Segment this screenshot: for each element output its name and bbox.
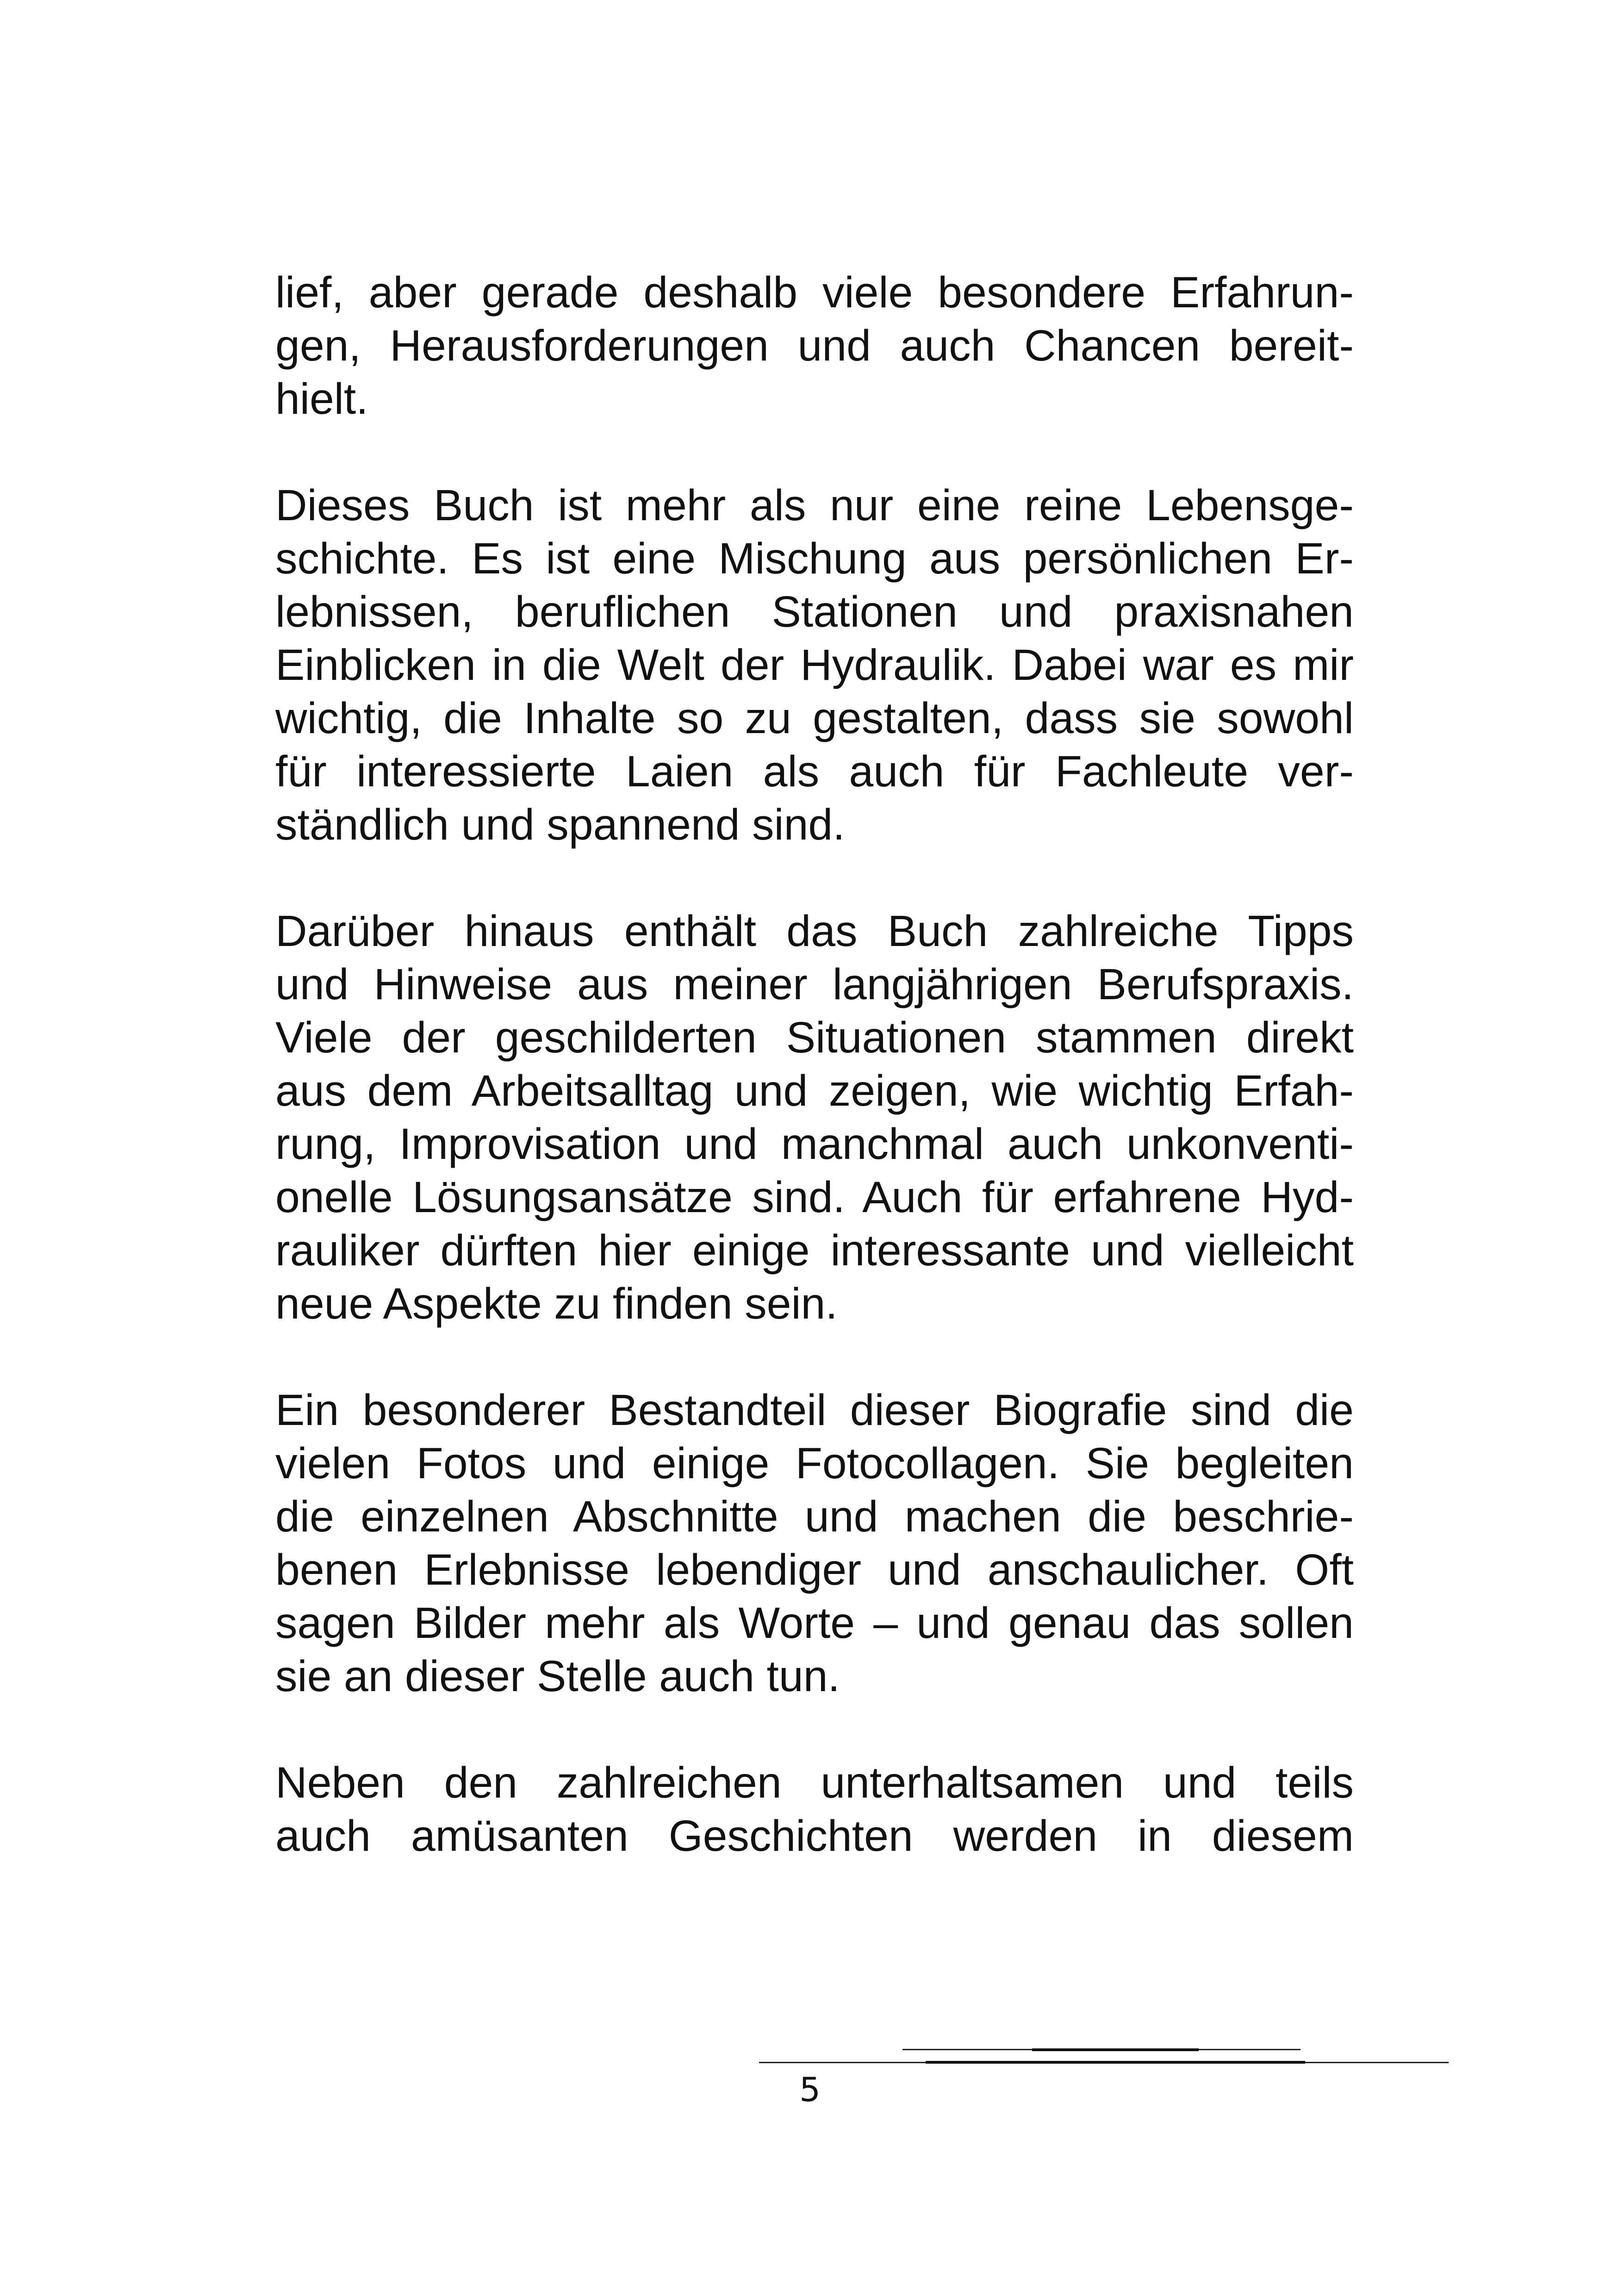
text-line: Neben den zahlreichen unterhaltsamen und teils <box>275 1758 1354 1807</box>
paragraph <box>275 479 1354 852</box>
text-line: die einzelnen Abschnitte und machen die beschrie- <box>275 1492 1354 1541</box>
paragraph <box>275 905 1354 1331</box>
text-line: Viele der geschilderten Situationen stammen direkt <box>275 1013 1354 1062</box>
text-line: lief, aber gerade deshalb viele besondere Erfahrun- <box>275 268 1354 317</box>
text-line: Darüber hinaus enthält das Buch zahlreiche Tipps <box>275 907 1354 956</box>
text-line: sagen Bilder mehr als Worte – und genau das sollen <box>275 1599 1354 1648</box>
text-line: ständlich und spannend sind. <box>275 800 845 849</box>
text-line: und Hinweise aus meiner langjährigen Berufspraxis. <box>275 960 1354 1009</box>
text-line: rung, Improvisation und manchmal auch unkonventi- <box>275 1120 1354 1169</box>
paragraph <box>275 1756 1354 1863</box>
text-line: Ein besonderer Bestandteil dieser Biografie sind die <box>275 1386 1354 1435</box>
text-line: Einblicken in die Welt der Hydraulik. Dabei war es mir <box>275 641 1354 690</box>
text-line: rauliker dürften hier einige interessante und vielleicht <box>275 1226 1354 1275</box>
text-line: benen Erlebnisse lebendiger und anschaulicher. Oft <box>275 1545 1354 1594</box>
paragraph <box>275 266 1354 426</box>
text-line: sie an dieser Stelle auch tun. <box>275 1652 840 1701</box>
footer-rule-lower-thick <box>926 2061 1305 2064</box>
text-line: wichtig, die Inhalte so zu gestalten, dass sie sowohl <box>275 694 1354 743</box>
text-line: aus dem Arbeitsalltag und zeigen, wie wichtig Erfah- <box>275 1066 1354 1115</box>
text-line: lebnissen, beruflichen Stationen und praxisnahen <box>275 587 1354 636</box>
paragraph <box>275 1384 1354 1703</box>
text-line: hielt. <box>275 374 368 423</box>
text-line: vielen Fotos und einige Fotocollagen. Sie begleiten <box>275 1439 1354 1488</box>
body-text <box>275 266 1354 1916</box>
text-line: auch amüsanten Geschichten werden in diesem <box>275 1811 1354 1860</box>
text-line: gen, Herausforderungen und auch Chancen bereit- <box>275 321 1354 370</box>
page-number: 5 <box>799 2070 821 2109</box>
text-line: neue Aspekte zu finden sein. <box>275 1279 838 1328</box>
text-line: für interessierte Laien als auch für Fachleute ver- <box>275 747 1354 796</box>
footer-rule-upper-thick <box>1032 2048 1199 2051</box>
text-line: onelle Lösungsansätze sind. Auch für erfahrene Hyd- <box>275 1173 1354 1222</box>
text-line: Dieses Buch ist mehr als nur eine reine Lebensge- <box>275 481 1354 530</box>
text-line: schichte. Es ist eine Mischung aus persönlichen Er- <box>275 534 1354 583</box>
